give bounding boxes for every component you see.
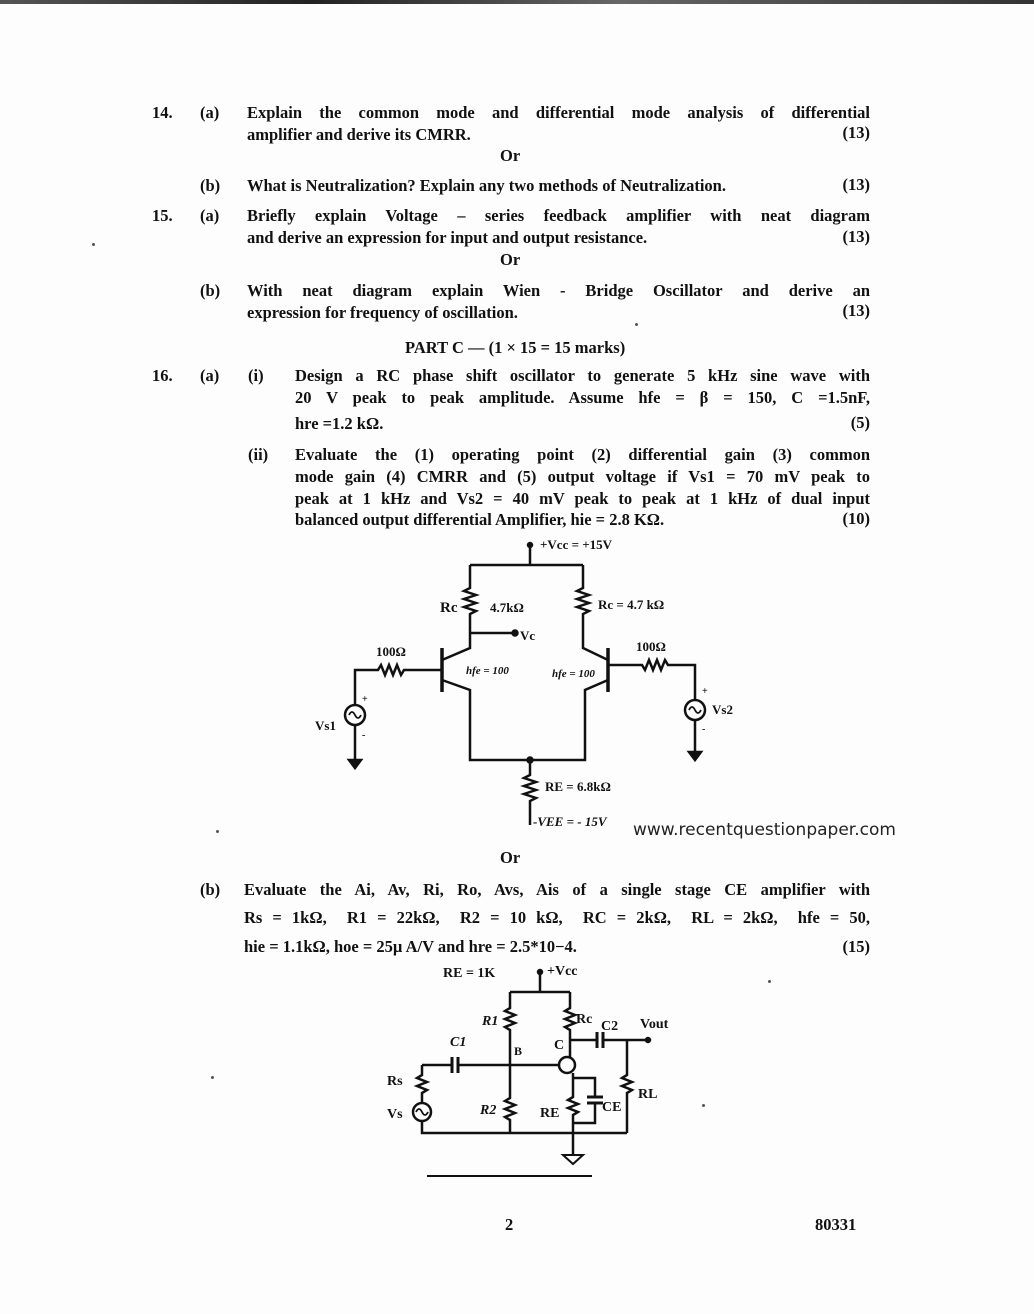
svg-text:C1: C1 bbox=[450, 1035, 467, 1050]
svg-text:Vs1: Vs1 bbox=[315, 718, 336, 733]
q16b-marks: (15) bbox=[842, 937, 870, 956]
q16a-ii-text: mode gain (4) CMRR and (5) output voltage if Vs1 = 70 mV peak to bbox=[295, 467, 870, 486]
svg-text:-: - bbox=[702, 724, 706, 735]
q16b-label: (b) bbox=[200, 880, 221, 899]
svg-text:RE = 6.8kΩ: RE = 6.8kΩ bbox=[545, 779, 611, 794]
scan-speck bbox=[768, 980, 771, 983]
q16a-ii-label: (ii) bbox=[248, 445, 269, 464]
scan-speck bbox=[635, 323, 638, 326]
q16a-i-text: hre =1.2 kΩ. bbox=[295, 414, 384, 433]
part-c-heading: PART C — (1 × 15 = 15 marks) bbox=[405, 338, 626, 357]
paper-code: 80331 bbox=[815, 1215, 857, 1234]
svg-text:4.7kΩ: 4.7kΩ bbox=[490, 600, 524, 615]
svg-text:C2: C2 bbox=[601, 1019, 619, 1034]
q16b-text: hie = 1.1kΩ, hoe = 25µ A/V and hre = 2.5*10−4. bbox=[244, 937, 577, 956]
differential-amplifier-circuit bbox=[315, 537, 733, 829]
q14a-text: amplifier and derive its CMRR. bbox=[247, 125, 471, 144]
scan-speck bbox=[92, 243, 95, 246]
scan-speck bbox=[702, 1104, 705, 1107]
or-separator: Or bbox=[500, 848, 521, 867]
q16a-ii-text: balanced output differential Amplifier, hie = 2.8 KΩ. bbox=[295, 510, 665, 529]
q16a-i-text: 20 V peak to peak amplitude. Assume hfe = β = 150, C =1.5nF, bbox=[295, 388, 870, 407]
svg-text:hfe = 100: hfe = 100 bbox=[466, 665, 509, 677]
q16a-ii-text: peak at 1 kHz and Vs2 = 40 mV peak to peak at 1 kHz of dual input bbox=[295, 489, 870, 508]
svg-text:-: - bbox=[362, 730, 366, 741]
svg-text:hfe = 100: hfe = 100 bbox=[552, 668, 595, 680]
q16a-i-label: (i) bbox=[248, 366, 264, 385]
svg-text:+: + bbox=[702, 686, 708, 697]
q16b-text: Rs = 1kΩ, R1 = 22kΩ, R2 = 10 kΩ, RC = 2kΩ, RL = 2kΩ, hfe = 50, bbox=[244, 908, 870, 927]
svg-text:Vc: Vc bbox=[520, 628, 536, 643]
svg-text:Rc: Rc bbox=[440, 600, 458, 616]
scan-speck bbox=[211, 1076, 214, 1079]
page-number: 2 bbox=[505, 1215, 514, 1234]
q16a-ii-marks: (10) bbox=[842, 509, 870, 528]
or-separator: Or bbox=[500, 146, 521, 165]
q16a-ii-text: Evaluate the (1) operating point (2) differential gain (3) common bbox=[295, 445, 870, 464]
svg-text:RE = 1K: RE = 1K bbox=[443, 966, 496, 981]
q15a-label: (a) bbox=[200, 206, 220, 225]
svg-text:Rc = 4.7 kΩ: Rc = 4.7 kΩ bbox=[598, 597, 665, 612]
svg-text:R1: R1 bbox=[482, 1014, 499, 1029]
svg-text:B: B bbox=[514, 1044, 523, 1058]
q16-number: 16. bbox=[152, 366, 173, 385]
svg-text:Rs: Rs bbox=[387, 1074, 403, 1089]
q16a-i-text: Design a RC phase shift oscillator to generate 5 kHz sine wave with bbox=[295, 366, 870, 385]
svg-text:+: + bbox=[362, 694, 368, 705]
q14a-marks: (13) bbox=[842, 123, 870, 142]
q14a-text: Explain the common mode and differential mode analysis of differential bbox=[247, 103, 870, 122]
svg-text:CE: CE bbox=[602, 1100, 622, 1115]
svg-text:-VEE = - 15V: -VEE = - 15V bbox=[533, 814, 607, 829]
q15b-text: expression for frequency of oscillation. bbox=[247, 303, 518, 322]
ce-amplifier-circuit bbox=[387, 964, 669, 1164]
q14b-text: What is Neutralization? Explain any two methods of Neutralization. bbox=[247, 176, 726, 195]
q15b-marks: (13) bbox=[842, 301, 870, 320]
q15a-marks: (13) bbox=[842, 227, 870, 246]
svg-text:+Vcc = +15V: +Vcc = +15V bbox=[540, 537, 613, 552]
svg-text:Vs: Vs bbox=[387, 1107, 403, 1122]
svg-text:RL: RL bbox=[638, 1087, 658, 1102]
watermark: www.recentquestionpaper.com bbox=[633, 820, 896, 840]
svg-text:100Ω: 100Ω bbox=[376, 644, 406, 659]
svg-text:C: C bbox=[554, 1038, 565, 1053]
svg-text:RE: RE bbox=[540, 1106, 560, 1121]
q15a-text: and derive an expression for input and output resistance. bbox=[247, 228, 648, 247]
q16a-i-marks: (5) bbox=[850, 413, 870, 432]
q16a-label: (a) bbox=[200, 366, 220, 385]
svg-text:100Ω: 100Ω bbox=[636, 639, 666, 654]
q14-number: 14. bbox=[152, 103, 173, 122]
svg-text:Vs2: Vs2 bbox=[712, 702, 733, 717]
svg-text:+Vcc: +Vcc bbox=[547, 964, 578, 979]
svg-text:R2: R2 bbox=[480, 1103, 497, 1118]
svg-text:Vout: Vout bbox=[640, 1017, 669, 1032]
q14b-label: (b) bbox=[200, 176, 221, 195]
q14b-marks: (13) bbox=[842, 175, 870, 194]
or-separator: Or bbox=[500, 250, 521, 269]
q15b-label: (b) bbox=[200, 281, 221, 300]
q16b-text: Evaluate the Ai, Av, Ri, Ro, Avs, Ais of a single stage CE amplifier with bbox=[244, 880, 870, 899]
svg-text:Rc: Rc bbox=[576, 1012, 593, 1027]
scan-speck bbox=[216, 830, 219, 833]
q15-number: 15. bbox=[152, 206, 173, 225]
q15b-text: With neat diagram explain Wien - Bridge Oscillator and derive an bbox=[247, 281, 870, 300]
q14a-label: (a) bbox=[200, 103, 220, 122]
q15a-text: Briefly explain Voltage – series feedback amplifier with neat diagram bbox=[247, 206, 870, 225]
